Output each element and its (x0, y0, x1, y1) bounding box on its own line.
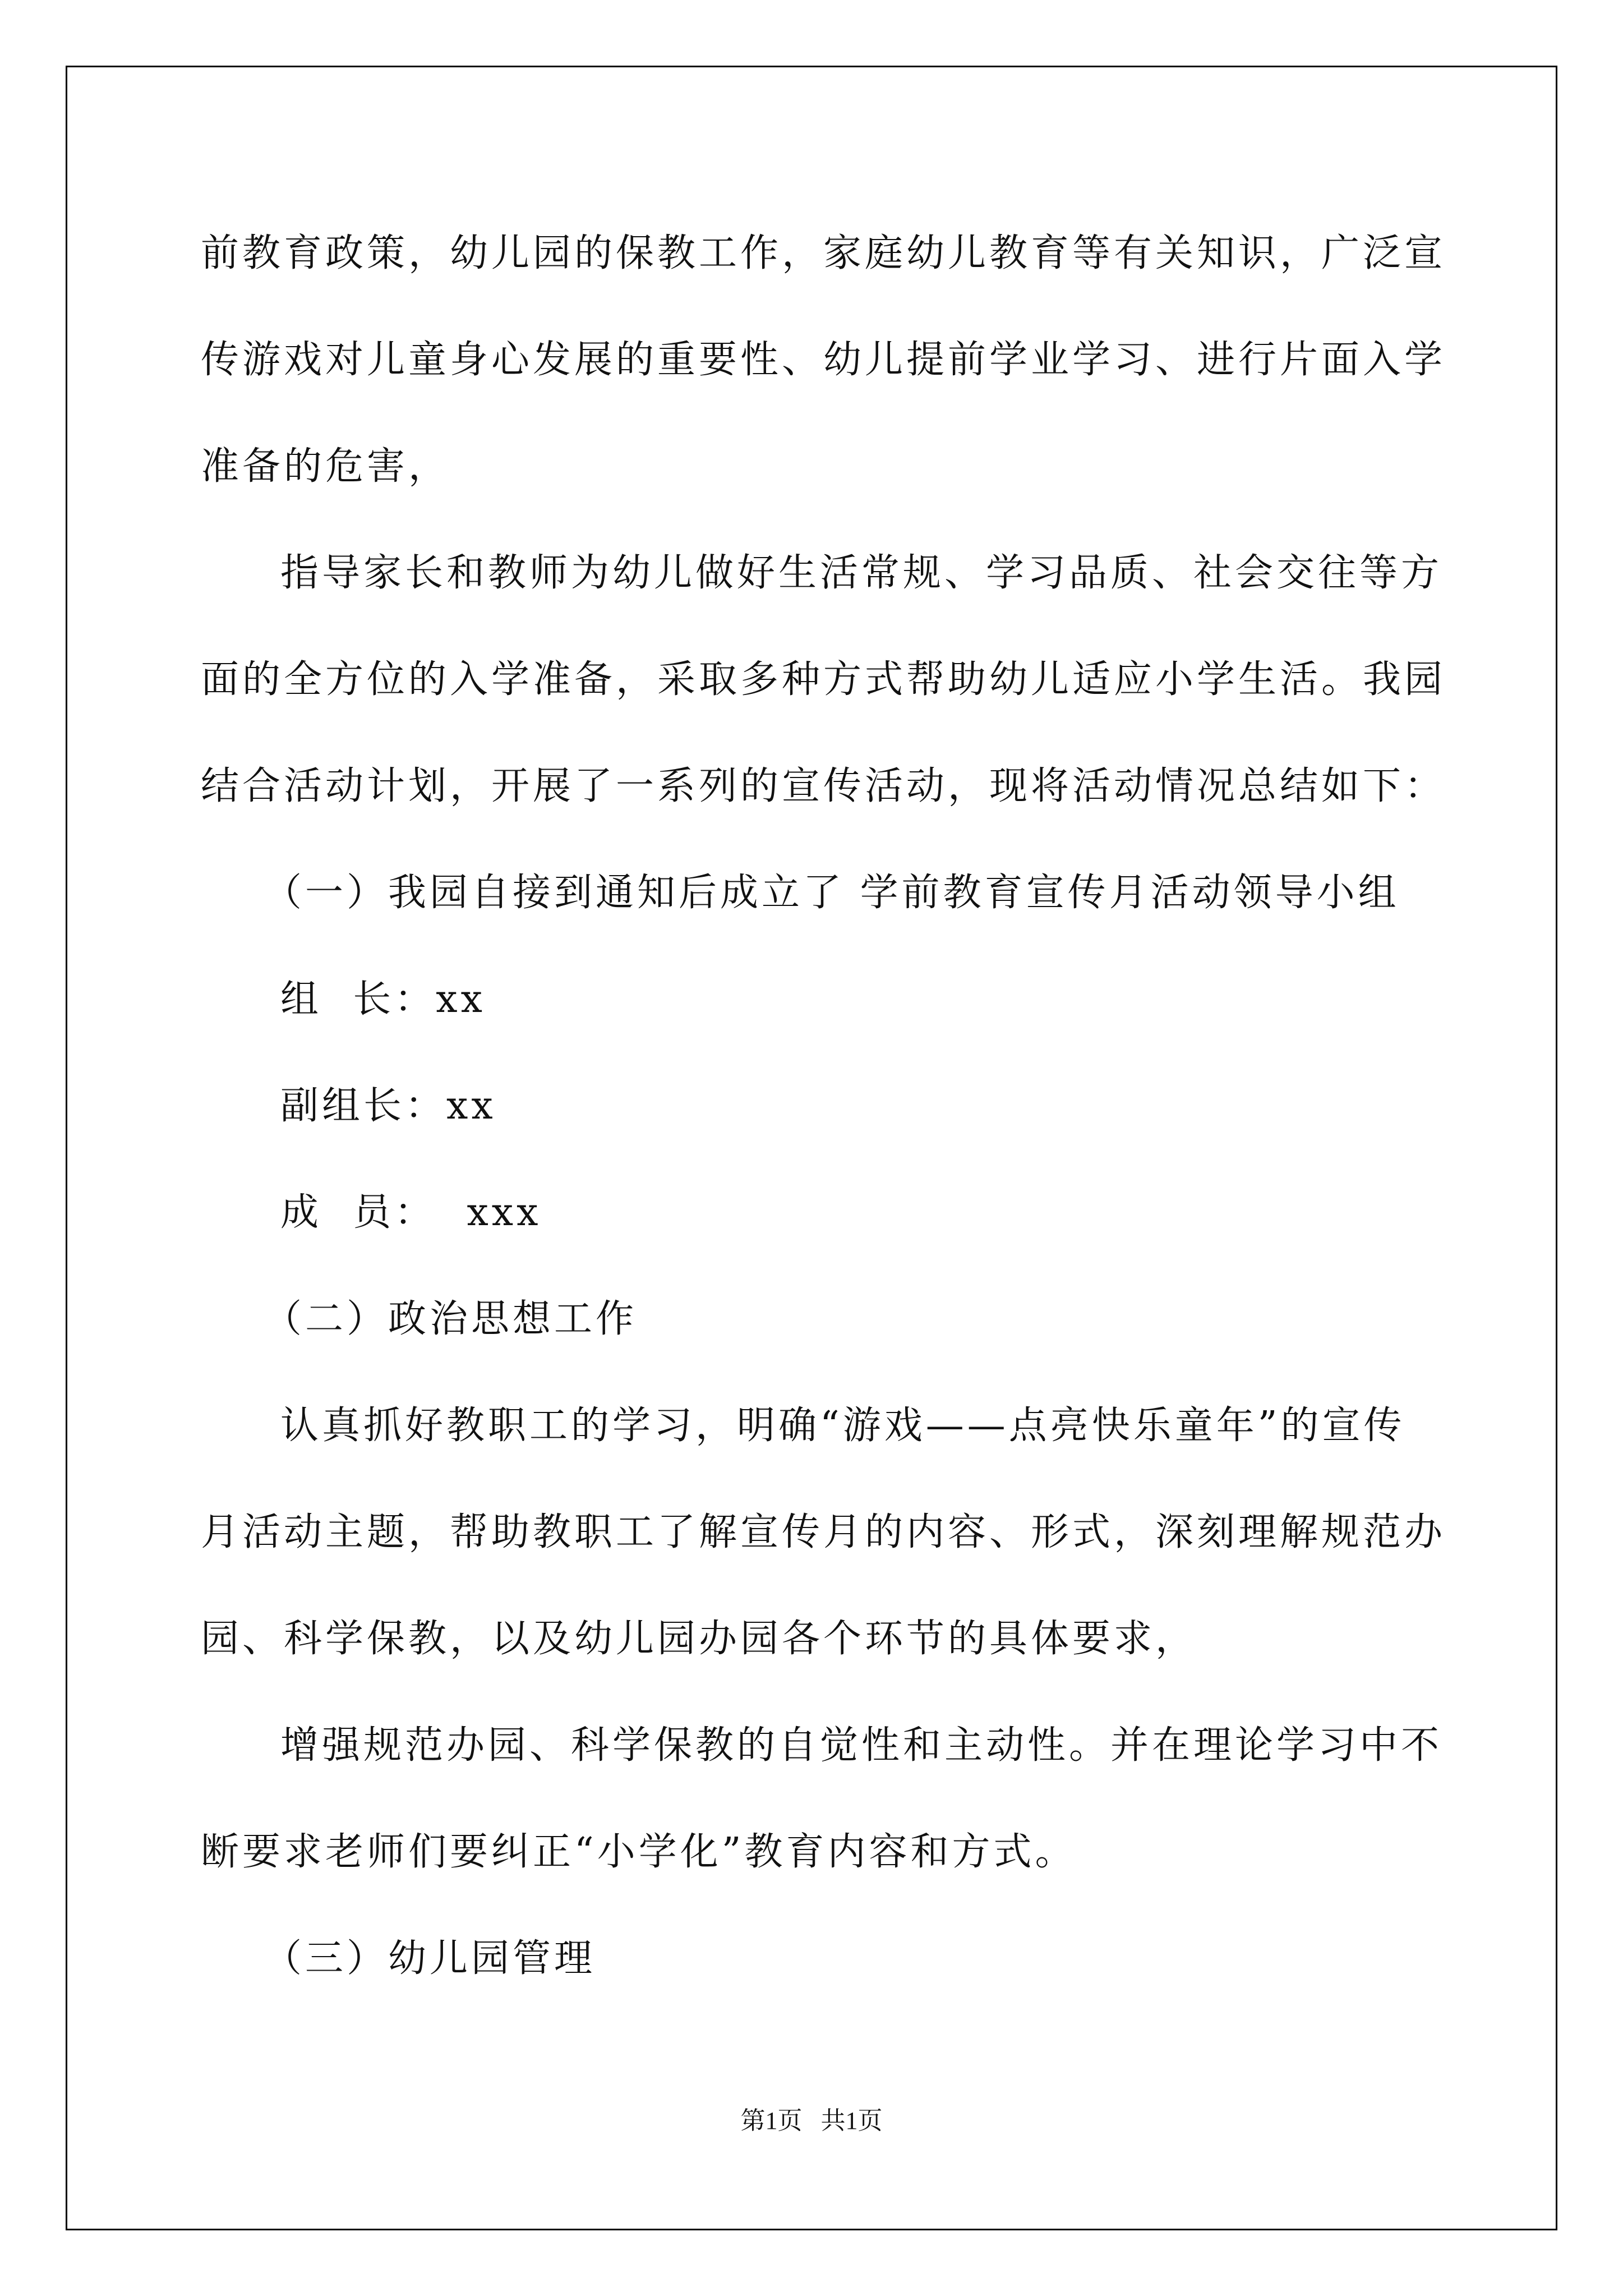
section-heading: （一）我园自接到通知后成立了 学前教育宣传月活动领导小组 (264, 871, 1400, 915)
body-line: 传游戏对儿童身心发展的重要性、幼儿提前学业学习、进行片面入学 (201, 338, 1446, 382)
body-line: 园、科学保教，以及幼儿园办园各个环节的具体要求， (201, 1617, 1197, 1661)
section-heading: （三）幼儿园管理 (264, 1936, 596, 1981)
body-line: 月活动主题，帮助教职工了解宣传月的内容、形式，深刻理解规范办 (201, 1510, 1446, 1554)
body-line: 准备的危害， (201, 444, 450, 489)
leader-line: 组 长：xx (280, 977, 486, 1022)
body-line: 面的全方位的入学准备，采取多种方式帮助幼儿适应小学生活。我园 (201, 657, 1446, 702)
body-line: 指导家长和教师为幼儿做好生活常规、学习品质、社会交往等方 (280, 551, 1443, 595)
members-line: 成 员： xxx (280, 1190, 542, 1235)
body-line: 认真抓好教职工的学习，明确“游戏——点亮快乐童年”的宣传 (280, 1404, 1405, 1448)
page-border (66, 66, 1557, 2230)
body-line: 前教育政策，幼儿园的保教工作，家庭幼儿教育等有关知识，广泛宣 (201, 231, 1446, 275)
body-line: 结合活动计划，开展了一系列的宣传活动，现将活动情况总结如下： (201, 764, 1446, 808)
section-heading: （二）政治思想工作 (264, 1297, 638, 1341)
body-line: 断要求老师们要纠正“小学化”教育内容和方式。 (201, 1830, 1077, 1874)
deputy-leader-line: 副组长：xx (280, 1084, 496, 1128)
body-line: 增强规范办园、科学保教的自觉性和主动性。并在理论学习中不 (280, 1723, 1443, 1768)
page-footer: 第1页 共1页 (740, 2107, 883, 2134)
